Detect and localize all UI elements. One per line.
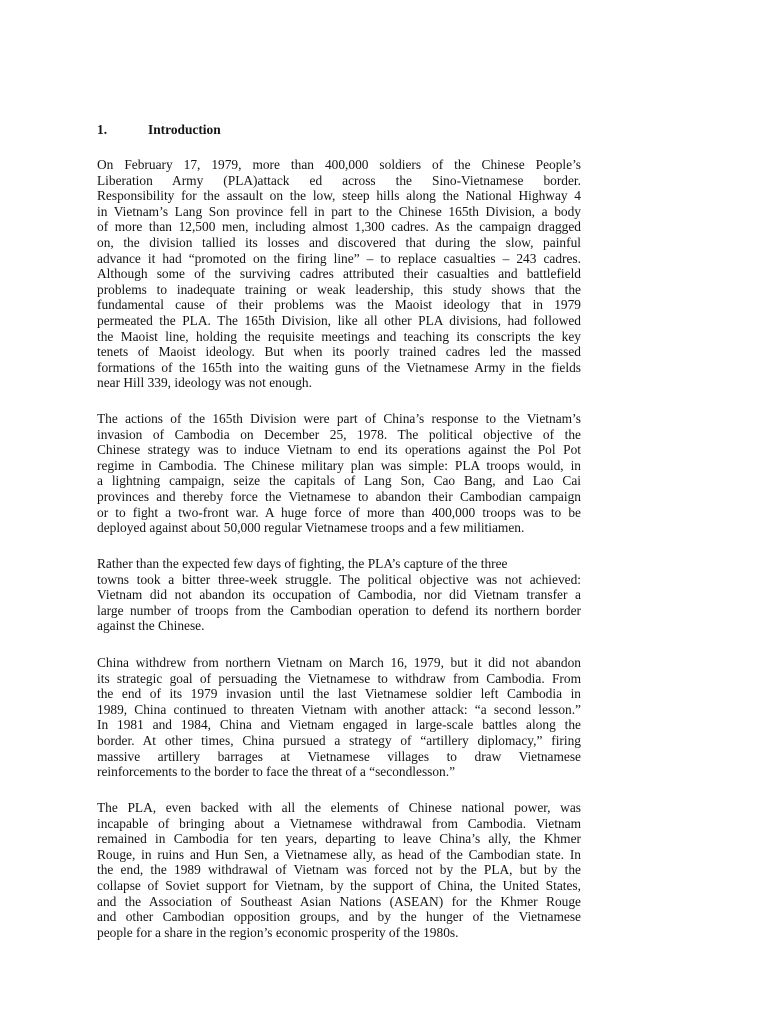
- paragraph-line: against the Chinese.: [97, 618, 205, 634]
- section-number: 1.: [97, 122, 108, 137]
- paragraph-line: The actions of the 165th Division were part of China’s response to the Vietnam’s: [97, 411, 581, 426]
- paragraph-2: [97, 411, 581, 536]
- paragraph-line: China withdrew from northern Vietnam on March 16, 1979, but it did not abandon: [97, 655, 581, 670]
- paragraph-line: regime in Cambodia. The Chinese military plan was simple: PLA troops would, in: [97, 457, 581, 473]
- section-heading: [97, 122, 221, 138]
- paragraph-line: invasion of Cambodia on December 25, 1978. The political objective of the: [97, 426, 581, 442]
- paragraph-line: deployed against about 50,000 regular Vietnamese troops and a few militiamen.: [97, 520, 525, 536]
- paragraph-5: [97, 800, 581, 940]
- paragraph-line: the end, the 1989 withdrawal of Vietnam was forced not by the PLA, but by the: [97, 862, 581, 878]
- paragraph-line: remained in Cambodia for ten years, departing to leave China’s ally, the Khmer: [97, 831, 581, 847]
- paragraph-line: large number of troops from the Cambodian operation to defend its northern border: [97, 602, 581, 618]
- paragraph-line: Rouge, in ruins and Hun Sen, a Vietnamese ally, as head of the Cambodian state. In: [97, 846, 581, 862]
- paragraph-line: massive artillery barrages at Vietnamese villages to draw Vietnamese: [97, 748, 581, 764]
- paragraph-line: its strategic goal of persuading the Vietnamese to withdraw from Cambodia. From: [97, 670, 581, 686]
- paragraph-line: Chinese strategy was to induce Vietnam to end its operations against the Pol Pot: [97, 442, 581, 458]
- paragraph-line: near Hill 339, ideology was not enough.: [97, 375, 312, 391]
- paragraph-line: towns took a bitter three-week struggle. The political objective was not achieved:: [97, 571, 581, 587]
- paragraph-4: [97, 655, 581, 780]
- paragraph-line: or to fight a two-front war. A huge force of more than 400,000 troops was to be: [97, 504, 581, 520]
- paragraph-line: a lightning campaign, seize the capitals of Lang Son, Cao Bang, and Lao Cai: [97, 473, 581, 489]
- paragraph-line: Although some of the surviving cadres attributed their casualties and battlefield: [97, 266, 581, 282]
- paragraph-line: permeated the PLA. The 165th Division, like all other PLA divisions, had followed: [97, 312, 581, 328]
- paragraph-line: Responsibility for the assault on the low, steep hills along the National Highway 4: [97, 188, 581, 204]
- paragraph-line: Rather than the expected few days of fighting, the PLA’s capture of the three: [97, 556, 508, 571]
- paragraph-line: border. At other times, China pursued a strategy of “artillery diplomacy,” firing: [97, 732, 581, 748]
- paragraph-line: and other Cambodian opposition groups, and by the hunger of the Vietnamese: [97, 909, 581, 925]
- paragraph-line: collapse of Soviet support for Vietnam, by the support of China, the United States,: [97, 877, 581, 893]
- paragraph-line: reinforcements to the border to face the threat of a “secondlesson.”: [97, 764, 456, 780]
- paragraph-line: and the Association of Southeast Asian Nations (ASEAN) for the Khmer Rouge: [97, 893, 581, 909]
- paragraph-line: formations of the 165th into the waiting guns of the Vietnamese Army in the fields: [97, 359, 581, 375]
- paragraph-line: In 1981 and 1984, China and Vietnam engaged in large-scale battles along the: [97, 717, 581, 733]
- paragraph-line: in Vietnam’s Lang Son province fell in part to the Chinese 165th Division, a body: [97, 203, 581, 219]
- paragraph-line: The PLA, even backed with all the elements of Chinese national power, was: [97, 800, 581, 815]
- paragraph-line: Vietnam did not abandon its occupation of Cambodia, nor did Vietnam transfer a: [97, 587, 581, 603]
- paragraph-1: [97, 157, 581, 391]
- paragraph-line: On February 17, 1979, more than 400,000 soldiers of the Chinese People’s: [97, 157, 581, 172]
- paragraph-line: Liberation Army (PLA)attack ed across the Sino-Vietnamese border.: [97, 172, 581, 188]
- paragraph-line: 1989, China continued to threaten Vietnam with another attack: “a second lesson.”: [97, 701, 581, 717]
- paragraph-line: on, the division tallied its losses and discovered that during the slow, painful: [97, 234, 581, 250]
- paragraph-line: the Maoist line, holding the requisite meetings and teaching its conscripts the key: [97, 328, 581, 344]
- paragraph-line: incapable of bringing about a Vietnamese withdrawal from Cambodia. Vietnam: [97, 815, 581, 831]
- paragraph-3: [97, 556, 581, 634]
- paragraph-line: the end of its 1979 invasion until the last Vietnamese soldier left Cambodia in: [97, 686, 581, 702]
- paragraph-line: people for a share in the region’s economic prosperity of the 1980s.: [97, 924, 459, 940]
- section-title: Introduction: [148, 122, 221, 137]
- paragraph-line: provinces and thereby force the Vietnamese to abandon their Cambodian campaign: [97, 488, 581, 504]
- paragraph-line: tenets of Maoist ideology. But when its poorly trained cadres led the massed: [97, 344, 581, 360]
- paragraph-line: fundamental cause of their problems was the Maoist ideology that in 1979: [97, 297, 581, 313]
- paragraph-line: of more than 12,500 men, including almost 1,300 cadres. As the campaign dragged: [97, 219, 581, 235]
- paragraph-line: advance it had “promoted on the firing line” – to replace casualties – 243 cadres.: [97, 250, 581, 266]
- paragraph-line: problems to inadequate training or weak leadership, this study shows that the: [97, 281, 581, 297]
